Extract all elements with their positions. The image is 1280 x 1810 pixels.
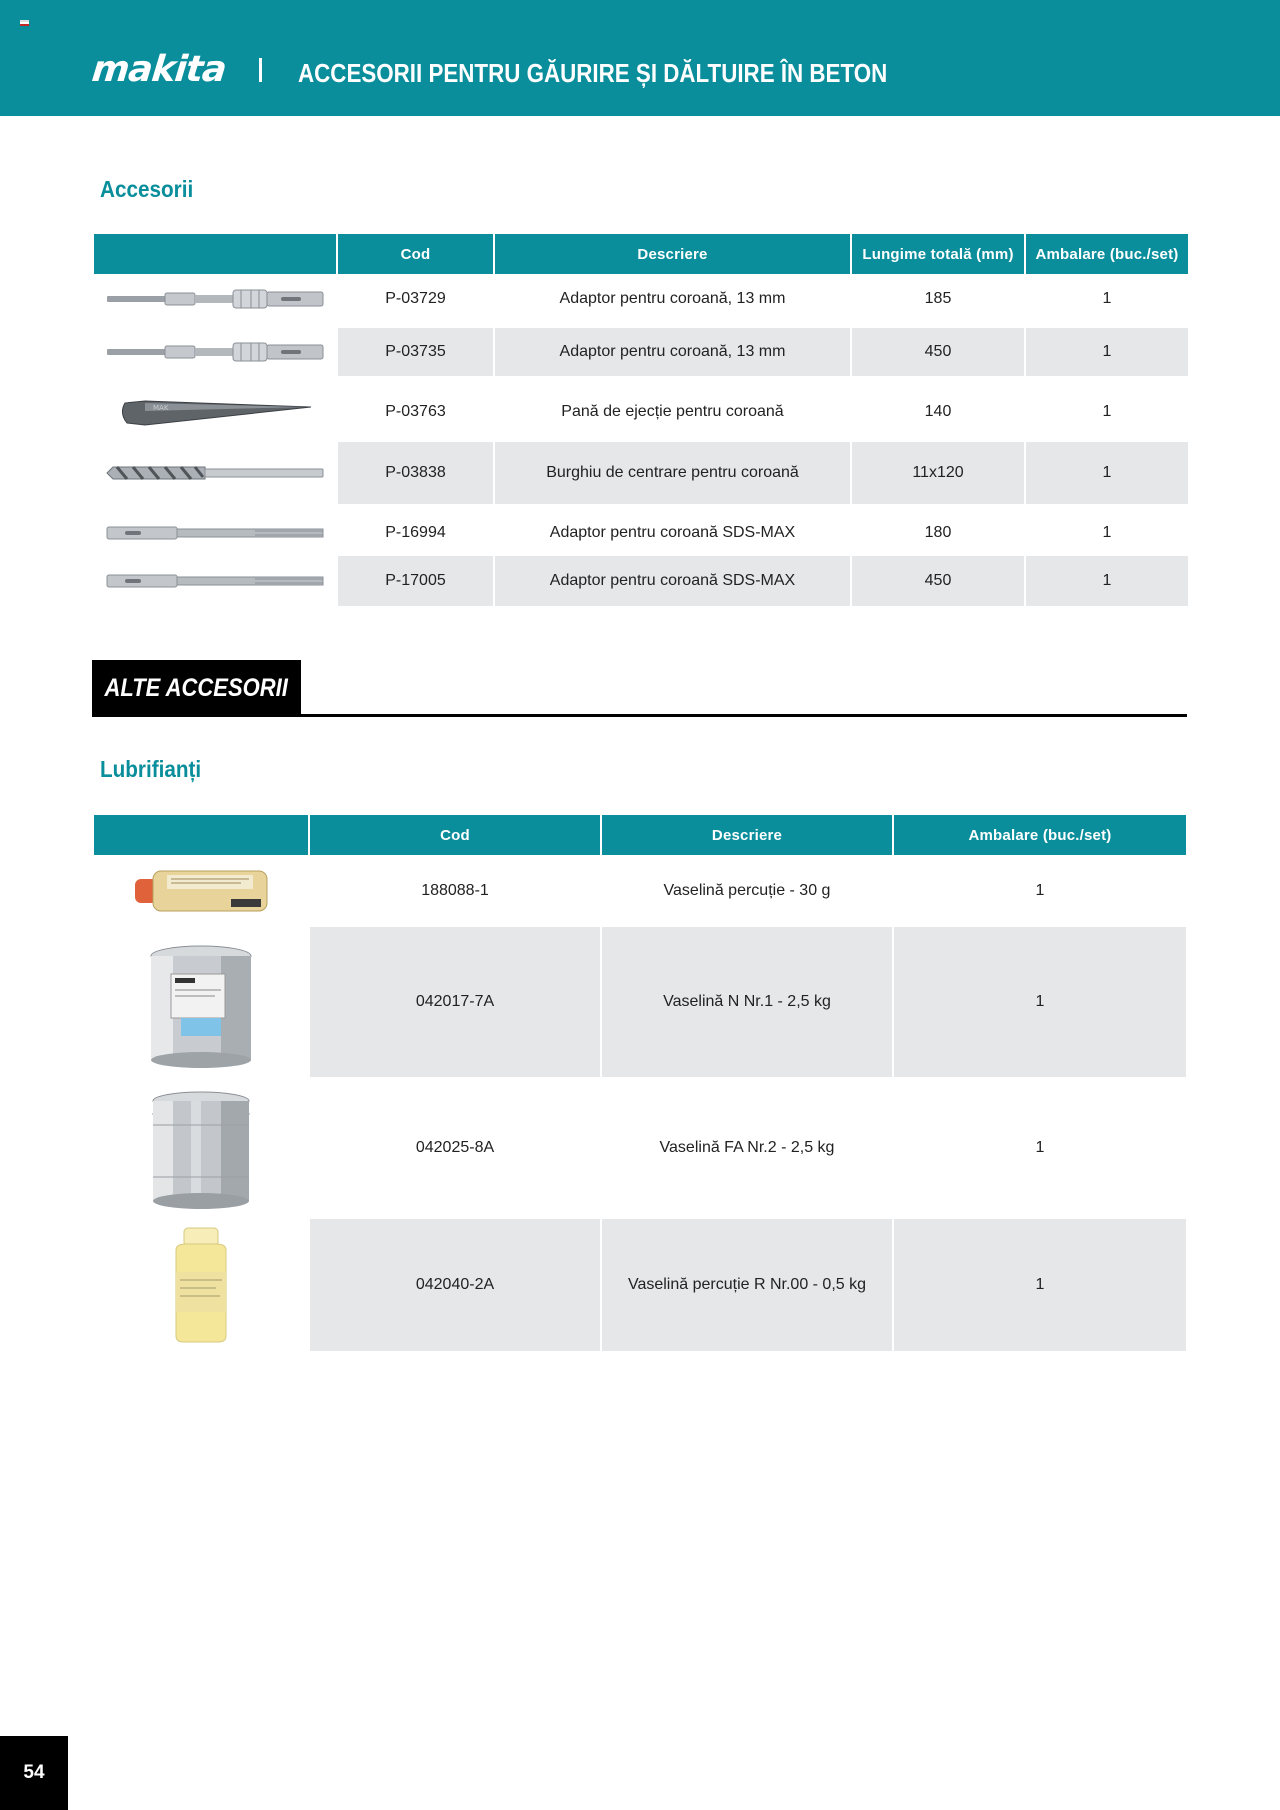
table-row [94, 276, 1188, 322]
page-title: ACCESORII PENTRU GĂURIRE ȘI DĂLTUIRE ÎN BETON [298, 58, 888, 88]
cell-cod: 042025-8A [415, 1139, 495, 1156]
accesorii-table [94, 234, 1188, 606]
cell-cod: 188088-1 [421, 882, 489, 899]
cell-descriere: Vaselină N Nr.1 - 2,5 kg [602, 927, 892, 1077]
core-adapter-hex-icon [94, 328, 336, 376]
header-cod: Cod [338, 234, 493, 274]
table-row [94, 510, 1188, 556]
core-adapter-hex-icon [94, 276, 336, 322]
grease-tube-icon [94, 857, 308, 925]
table-row [94, 556, 1188, 606]
header-lungime: Lungime totală (mm) [852, 234, 1024, 274]
cell-lungime: 450 [852, 556, 1024, 606]
table-row [94, 442, 1188, 504]
romania-flag-icon [20, 20, 29, 26]
cell-descriere: Vaselină percuție R Nr.00 - 0,5 kg [602, 1219, 892, 1351]
header-ambalare: Ambalare (buc./set) [894, 815, 1186, 855]
cell-ambalare: 1 [894, 1219, 1186, 1351]
cell-lungime: 180 [924, 524, 952, 541]
header-image [94, 815, 308, 855]
cell-ambalare: 1 [1026, 442, 1188, 504]
cell-ambalare: 1 [1026, 556, 1188, 606]
table-row [94, 382, 1188, 442]
cell-ambalare: 1 [1102, 524, 1112, 541]
section-title-lubrifianti: Lubrifianți [100, 756, 202, 782]
cell-ambalare: 1 [1102, 403, 1112, 420]
grease-bottle-icon [94, 1219, 308, 1351]
cell-descriere: Vaselină FA Nr.2 - 2,5 kg [659, 1139, 835, 1156]
alte-accesorii-banner [92, 660, 301, 716]
section-title-accesorii: Accesorii [100, 176, 194, 202]
cell-ambalare: 1 [1035, 1139, 1045, 1156]
cell-ambalare: 1 [894, 927, 1186, 1077]
header-descriere: Descriere [495, 234, 850, 274]
cell-cod: P-03838 [338, 442, 493, 504]
page-header [0, 0, 1280, 116]
cell-lungime: 450 [852, 328, 1024, 376]
header-descriere: Descriere [602, 815, 892, 855]
table-row [94, 927, 1186, 1077]
cell-descriere: Adaptor pentru coroană, 13 mm [495, 328, 850, 376]
sds-max-adapter-icon [94, 510, 336, 556]
cell-ambalare: 1 [1035, 882, 1045, 899]
cell-cod: 042040-2A [310, 1219, 600, 1351]
cell-lungime: 140 [924, 403, 952, 420]
cell-cod: P-17005 [338, 556, 493, 606]
table-row [94, 1077, 1186, 1219]
alte-accesorii-label: ALTE ACCESORII [104, 673, 289, 702]
header-image [94, 234, 336, 274]
cell-lungime: 11x120 [852, 442, 1024, 504]
cell-ambalare: 1 [1102, 290, 1112, 307]
cell-cod: P-03763 [385, 403, 446, 420]
table-row [94, 1219, 1186, 1351]
cell-cod: P-03729 [385, 290, 446, 307]
header-ambalare: Ambalare (buc./set) [1026, 234, 1188, 274]
svg-text:MAK: MAK [153, 404, 169, 412]
cell-cod: P-16994 [385, 524, 446, 541]
cell-ambalare: 1 [1026, 328, 1188, 376]
cell-descriere: Adaptor pentru coroană SDS-MAX [549, 524, 796, 541]
cell-cod: P-03735 [338, 328, 493, 376]
centering-drill-icon [94, 442, 336, 504]
lubrifianti-table [94, 815, 1186, 1351]
cell-cod: 042017-7A [310, 927, 600, 1077]
section-divider [92, 714, 1187, 717]
cell-descriere: Burghiu de centrare pentru coroană [495, 442, 850, 504]
grease-can-icon [94, 1077, 308, 1219]
makita-logo: makita [89, 49, 228, 90]
table-row [94, 857, 1186, 925]
cell-descriere: Pană de ejecție pentru coroană [561, 403, 784, 420]
grease-can-labeled-icon [94, 927, 308, 1077]
cell-lungime: 185 [924, 290, 952, 307]
page-number: 54 [0, 1736, 68, 1810]
header-cod: Cod [310, 815, 600, 855]
cell-descriere: Adaptor pentru coroană, 13 mm [559, 290, 786, 307]
cell-descriere: Adaptor pentru coroană SDS-MAX [495, 556, 850, 606]
ejection-wedge-icon [94, 382, 336, 442]
header-separator [259, 58, 262, 82]
table-row [94, 328, 1188, 376]
cell-descriere: Vaselină percuție - 30 g [663, 882, 831, 899]
sds-max-adapter-icon [94, 556, 336, 606]
